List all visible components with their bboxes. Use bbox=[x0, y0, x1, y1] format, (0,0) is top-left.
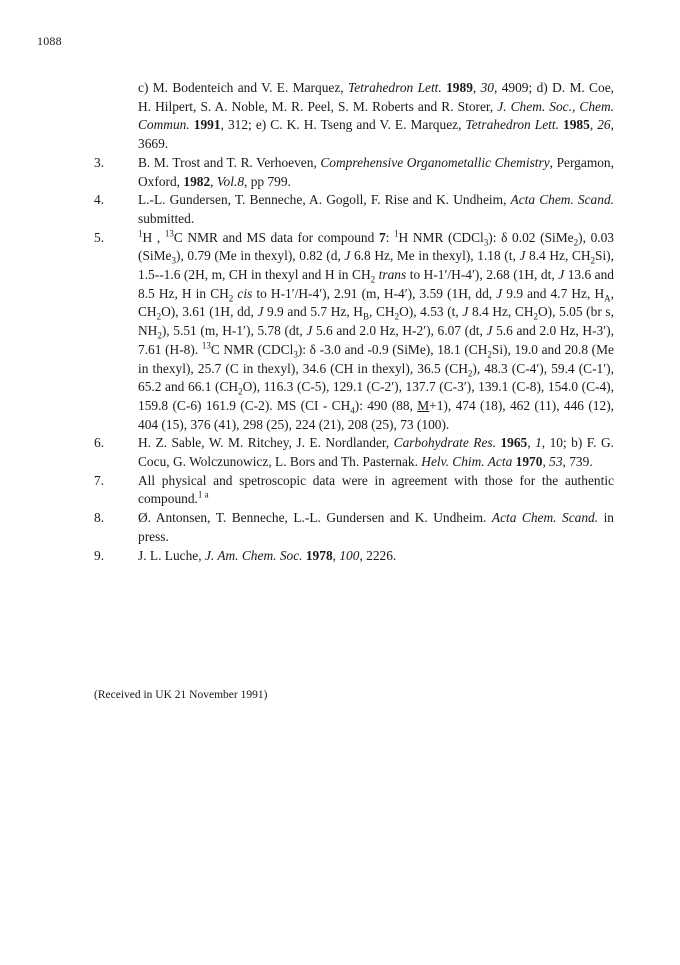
reference-item bbox=[94, 191, 614, 228]
reference-item bbox=[94, 472, 614, 509]
reference-number: 3. bbox=[94, 154, 105, 170]
reference-text: c) M. Bodenteich and V. E. Marquez, Tetrahedron Lett. 1989, 30, 4909; d) D. M. Coe, H. Hilpert, S. A. Noble, M. R. Peel, S. M. Roberts and R. Storer, J. Chem. Soc., Chem. Commun. 1991, 312; e) C. K. H. Tseng and V. E. Marquez, Tetrahedron Lett. 1985, 26, 3669. bbox=[138, 80, 614, 152]
reference-text: All physical and spetroscopic data were in agreement with those for the authentic compound.$^{1 a}$ bbox=[138, 472, 614, 507]
reference-text: H. Z. Sable, W. M. Ritchey, J. E. Nordlander, Carbohydrate Res. 1965, 1, 10; b) F. G. Cocu, G. Wolczunowicz, L. Bors and Th. Pasternak. Helv. Chim. Acta 1970, 53, 739. bbox=[138, 435, 615, 470]
reference-text: B. M. Trost and T. R. Verhoeven, Comprehensive Organometallic Chemistry, Pergamon, Oxford, 1982, Vol.8, pp 799. bbox=[138, 154, 614, 189]
page-number: 1088 bbox=[37, 34, 62, 48]
reference-list bbox=[94, 79, 614, 565]
reference-number: 9. bbox=[94, 547, 105, 563]
reference-item bbox=[94, 229, 614, 435]
reference-item bbox=[94, 509, 614, 546]
reference-number: 4. bbox=[94, 192, 105, 208]
reference-number: 8. bbox=[94, 510, 105, 526]
received-date: (Received in UK 21 November 1991) bbox=[94, 689, 268, 701]
reference-number: 5. bbox=[94, 229, 105, 245]
reference-text: L.-L. Gundersen, T. Benneche, A. Gogoll, F. Rise and K. Undheim, Acta Chem. Scand. submitted. bbox=[138, 192, 614, 226]
reference-item bbox=[94, 79, 614, 154]
reference-number: 7. bbox=[94, 472, 105, 488]
reference-item bbox=[94, 434, 614, 471]
reference-text: $^1$H , $^{13}$C NMR and MS data for compound 7: $^1$H NMR (CDCl$_3$): δ 0.02 (SiMe$_2$), 0.03 (SiMe$_3$), 0.79 (Me in thexyl), 0.82 (d, J 6.8 Hz, Me in thexyl), 1.18 (t, J 8.4 Hz, $CH_2Si$), 1.5--1.6 (2H, m, CH in thexyl and H in $CH_2$ trans to H-1′/H-4′), 2.68 (1H, dt, J 13.6 and 8.5 Hz, H in $CH_2$ cis to H-1′/H-4′), 2.91 (m, H-4′), 3.59 (1H, dd, J 9.9 and 4.7 Hz, $H_A$, $CH_2O$), 3.61 (1H, dd, J 9.9 and 5.7 Hz, $H_B$, $CH_2O$), 4.53 (t, J 8.4 Hz, $CH_2O$), 5.05 (br s, $NH_2$), 5.51 (m, H-1′), 5.78 (dt, J 5.6 and 2.0 Hz, H-2′), 6.07 (dt, J 5.6 and 2.0 Hz, H-3′), 7.61 (H-8). $^{13}$C NMR (CDCl$_3$): δ -3.0 and -0.9 (SiMe), 18.1 $(CH_2Si)$, 19.0 and 20.8 (Me in thexyl), 25.7 (C in thexyl), 34.6 (CH in thexyl), 36.5 $(CH_2)$, 48.3 (C-4′), 59.4 (C-1′), 65.2 and 66.1 $(CH_2O)$, 116.3 (C-5), 129.1 (C-2′), 137.7 (C-3′), 139.1 (C-8), 154.0 (C-4), 159.8 (C-6) 161.9 (C-2). MS $(CI - CH_4)$: 490 (88, M+1), 474 (18), 462 (11), 446 (12), 404 (15), 376 (41), 298 (25), 224 (21), 208 (25), 73 (100). bbox=[138, 228, 615, 432]
reference-number: 6. bbox=[94, 435, 105, 451]
reference-item bbox=[94, 154, 614, 191]
reference-text: Ø. Antonsen, T. Benneche, L.-L. Gundersen and K. Undheim. Acta Chem. Scand. in press. bbox=[138, 510, 614, 544]
reference-text: J. L. Luche, J. Am. Chem. Soc. 1978, 100, 2226. bbox=[138, 547, 397, 563]
reference-item bbox=[94, 547, 614, 566]
